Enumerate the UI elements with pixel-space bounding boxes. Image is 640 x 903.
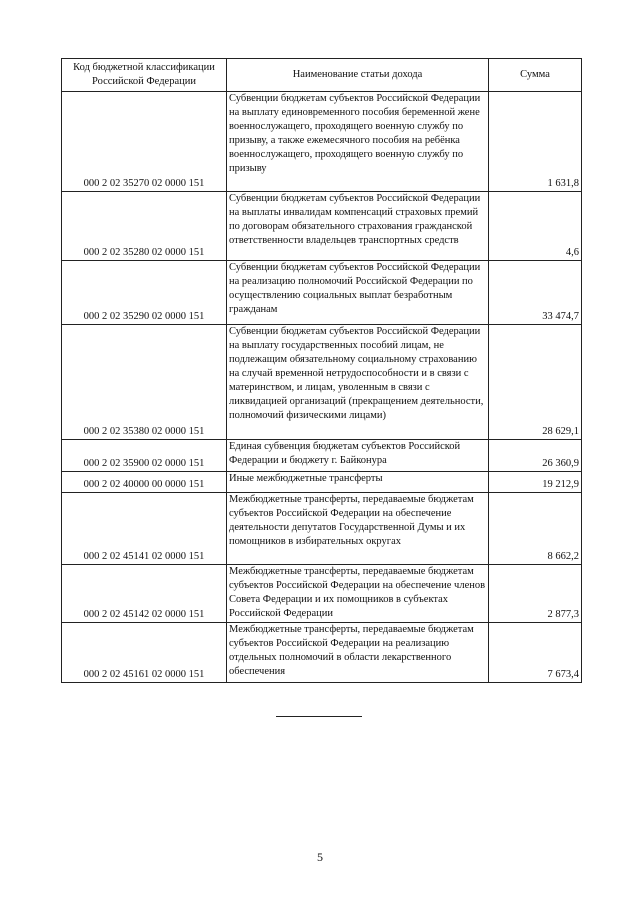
header-code: Код бюджетной классификации Российской Федерации [62, 59, 227, 92]
separator-line [276, 716, 362, 717]
row-name: Субвенции бюджетам субъектов Российской Федерации на реализацию полномочий Российской Федерации по осуществлению социальных выплат безработным гражданам [227, 261, 489, 325]
row-name: Единая субвенция бюджетам субъектов Российской Федерации и бюджету г. Байконура [227, 440, 489, 472]
table-row [62, 325, 582, 440]
table-row [62, 472, 582, 493]
row-name: Иные межбюджетные трансферты [227, 472, 489, 493]
table-header-row [62, 59, 582, 92]
row-code: 000 2 02 35270 02 0000 151 [62, 92, 227, 192]
row-sum: 19 212,9 [489, 472, 582, 493]
row-sum: 28 629,1 [489, 325, 582, 440]
revenue-table [61, 58, 582, 683]
page-number: 5 [317, 850, 323, 864]
row-name: Межбюджетные трансферты, передаваемые бюджетам субъектов Российской Федерации на обеспечение деятельности депутатов Государственной Думы и их помощников в избирательных округах [227, 493, 489, 565]
row-name: Субвенции бюджетам субъектов Российской Федерации на выплаты инвалидам компенсаций страховых премий по договорам обязательного страхования гражданской ответственности владельцев транспортных средств [227, 192, 489, 261]
row-name: Субвенции бюджетам субъектов Российской Федерации на выплату единовременного пособия беременной жене военнослужащего, проходящего военную службу по призыву, а также ежемесячного пособия на ребёнка военнослужащего, проходящего военную службу по призыву [227, 92, 489, 192]
table-row [62, 565, 582, 623]
row-sum: 2 877,3 [489, 565, 582, 623]
row-name: Субвенции бюджетам субъектов Российской Федерации на выплату государственных пособий лицам, не подлежащим обязательному социальному страхованию на случай временной нетрудоспособности и в связи с материнством, и лицам, уволенным в связи с ликвидацией организаций (прекращением деятельности, полномочий физическими лицами) [227, 325, 489, 440]
header-sum: Сумма [489, 59, 582, 92]
table-row [62, 261, 582, 325]
row-sum: 7 673,4 [489, 623, 582, 683]
row-code: 000 2 02 45141 02 0000 151 [62, 493, 227, 565]
row-code: 000 2 02 35380 02 0000 151 [62, 325, 227, 440]
table-row [62, 623, 582, 683]
row-sum: 4,6 [489, 192, 582, 261]
row-code: 000 2 02 45161 02 0000 151 [62, 623, 227, 683]
row-code: 000 2 02 35280 02 0000 151 [62, 192, 227, 261]
row-code: 000 2 02 45142 02 0000 151 [62, 565, 227, 623]
table-row [62, 440, 582, 472]
header-name: Наименование статьи дохода [227, 59, 489, 92]
row-code: 000 2 02 40000 00 0000 151 [62, 472, 227, 493]
row-name: Межбюджетные трансферты, передаваемые бюджетам субъектов Российской Федерации на реализацию отдельных полномочий в области лекарственного обеспечения [227, 623, 489, 683]
row-code: 000 2 02 35290 02 0000 151 [62, 261, 227, 325]
row-name: Межбюджетные трансферты, передаваемые бюджетам субъектов Российской Федерации на обеспечение членов Совета Федерации и их помощников в субъектах Российской Федерации [227, 565, 489, 623]
row-code: 000 2 02 35900 02 0000 151 [62, 440, 227, 472]
table-row [62, 192, 582, 261]
row-sum: 26 360,9 [489, 440, 582, 472]
row-sum: 8 662,2 [489, 493, 582, 565]
table-row [62, 493, 582, 565]
row-sum: 1 631,8 [489, 92, 582, 192]
row-sum: 33 474,7 [489, 261, 582, 325]
table-row [62, 92, 582, 192]
